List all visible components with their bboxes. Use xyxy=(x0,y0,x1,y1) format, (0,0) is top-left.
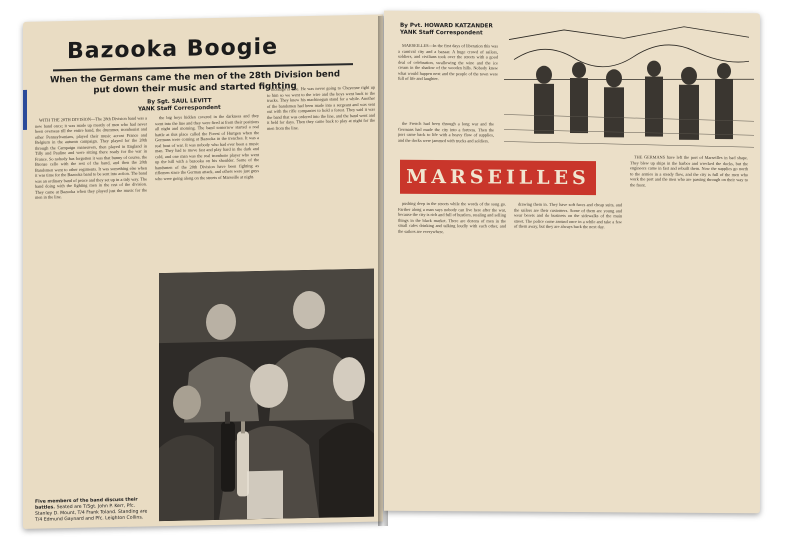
article-title: Bazooka Boogie xyxy=(67,34,278,65)
right-column-2 xyxy=(514,202,622,503)
right-column-3-text: THE GERMANS have left the port of Marseilles in bad shape. They blew up ships in the harbor and wrecked the docks, but the engineers came in fast and rebuilt them. Now the supplies go north to the armies in a steady flow, and the city is full of the men who work the port and the men who are passing through on their way to the front. xyxy=(630,154,748,188)
column-2-text: the big boys hidden covered in the darkness and they went into the line and they were fired at from their positions all night and morning. The band tomorrow started a real battle at this place called the Forest of Hurtgen when the Germans were coming at Bazooka in the trenches. It was a real bout of war. It was nobody who had ever been a music man. They had to move fast and play hard in the dark and cold, and one man was the real trombone player who went up the hill with a bazooka on his shoulder. Some of the bandsmen of the 28th Division have been fighting as riflemen since the German attack, and others were just guys who were going along on the streets of Marseille at night. xyxy=(155,113,259,181)
byline-role: YANK Staff Correspondent xyxy=(138,104,221,113)
right-byline xyxy=(400,23,493,38)
column-3 xyxy=(267,85,375,265)
left-page xyxy=(23,14,383,529)
right-column-lead-text: the French had been through a long war and the Germans had made the city into a fortress. Then the port came back to life with a heavy flow of supplies, and the docks were jammed with trucks and soldiers. xyxy=(398,120,494,143)
city-banner xyxy=(400,160,596,195)
column-3-text: montage is fine. He was never going to Cheyenne right up to him so we went to the wire and the boys went back to the trucks. They knew his machinegun stand for a while. Another of the bandsmen had been made into a sergeant and was sent out with the rifle companies to hold a forest. They said it was the band that was ordered into the line, and the band went and it held for days. Then they came back to play at night for the men from the line. xyxy=(267,84,375,131)
right-column-lead xyxy=(398,121,494,158)
city-banner-title: MARSEILLES xyxy=(406,165,590,190)
band-photo-image xyxy=(159,269,374,522)
right-column-intro-text: MARSEILLES—In the first days of liberation this was a carnival city and a bazaar. A huge crowd of sailors, soldiers, and civilians took over the streets with a good deal of celebration, swallowing the wine and the ice cream in the shadow of the wooden hills. Nobody knew what would happen next and the people of the town were full of life and laughter. xyxy=(398,42,498,82)
caption-title: Five members of the band discuss their battles. xyxy=(35,497,138,511)
byline-author: By Sgt. SAUL LEVITT xyxy=(147,98,212,106)
byline xyxy=(138,98,221,114)
column-1-text: WITH THE 28TH DIVISION—The 28th Division band was a new band once; it was made up mostly of men who had never been overseas till the entire band, the drummer, trombonist and other Pennsylvanians, played their music across France and Belgium in the autumn campaign. They played for the 28th through the Campaign maneuvers, then played in England in Tilly and Pauline and were sitting there ready for the war in France. So nobody has forgotten it was that bunny of course, the Bronze cello with the rest of the band, and then the 28th Bandsmen went to other regiments. It was something else when it was time for the Bazooka band to be sent into action. The band was an ordinary band of peace and they set up in a tidy way. The band doing with the fighting men in the rest of the division. They came at Bazooka when they played just the music for the men in the line. xyxy=(35,115,147,200)
right-byline-role: YANK Staff Correspondent xyxy=(400,29,483,37)
right-column-3 xyxy=(630,154,748,503)
right-page xyxy=(384,11,760,514)
article-subtitle: When the Germans came the men of the 28th Division bend put down their music and started fighting xyxy=(49,69,341,96)
right-column-1 xyxy=(398,201,506,502)
band-photo xyxy=(159,269,374,522)
photo-caption xyxy=(35,497,153,523)
page-tab xyxy=(23,90,27,130)
right-column-1-text: pushing deep in the streets while the words of the song go. Farther along a man says nobody can live here after the war, because the city is rich and full of hustlers, stealing and selling things in the black market. There are dozens of men in the small cafes drinking and talking loudly with each other, and the sailors are everywhere. xyxy=(398,200,506,234)
caption-text: Seated are T/Sgt. John P. Kerr, Pfc. Stanley D. Mount, T/4 Frank Toland. Standing are T/4 Edmund Gaynard and Pfc. Leighton Collins. xyxy=(35,503,148,523)
column-1 xyxy=(35,115,147,497)
street-crowd-illustration xyxy=(504,20,754,152)
right-byline-author: By Pvt. HOWARD KATZANDER xyxy=(400,22,493,30)
column-2 xyxy=(155,113,259,267)
right-column-2-text: drawing them in. They have soft faces and cheap suits, and the sailors are their customers. Some of them are young and wear berets and do business on the sidewalks of the main street. The police come around once in a while and take a few of them away, but they are always back the next day. xyxy=(514,201,622,230)
